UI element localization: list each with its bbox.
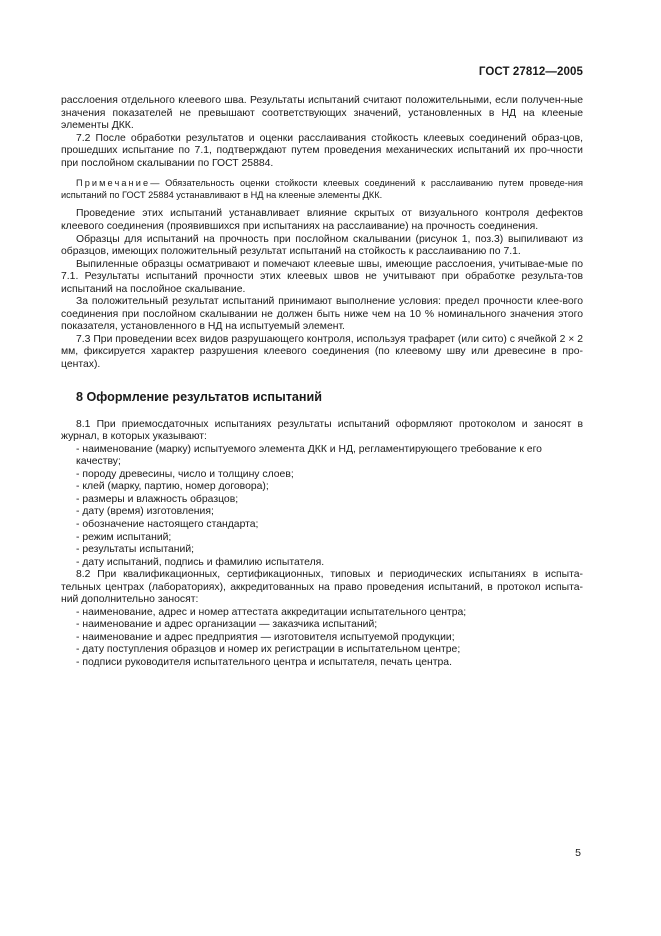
list-item: - размеры и влажность образцов; (76, 493, 239, 505)
section-heading: 8 Оформление результатов испытаний (76, 389, 322, 404)
list-protocol-items (61, 444, 583, 569)
note-text: — Обязательность оценки стойкости клеевых соединений к расслаиванию путем проведе-ния испытаний по ГОСТ 25884 устанавливают в НД на клееные элементы ДКК. (61, 178, 583, 200)
document-code: ГОСТ 27812—2005 (478, 66, 583, 78)
document-body (61, 95, 583, 670)
paragraph: Образцы для испытаний на прочность при послойном скалывании (рисунок 1, поз.3) выпиливают из образцов, имеющих положительный результат испытаний на стойкость к расслаиванию по 7.1. (61, 233, 583, 258)
paragraph-8-1: 8.1 При приемосдаточных испытаниях результаты испытаний оформляют протоколом и заносят в журнал, в которых указывают: (61, 418, 583, 443)
list-item: - режим испытаний; (76, 531, 172, 543)
list-item: - породу древесины, число и толщину слоев; (76, 468, 294, 480)
paragraph: Проведение этих испытаний устанавливает влияние скрытых от визуального контроля дефектов клеевого соединения (проявившихся при испытаниях на расслаивание) на прочность соединения. (61, 208, 583, 233)
paragraph-7-2: 7.2 После обработки результатов и оценки расслаивания стойкость клеевых соединений образ-цов, прошедших испытание по 7.1, подтверждают путем проведения механических испытаний их про-чности при послойном скалывании по ГОСТ 25884. (61, 132, 583, 169)
list-item: - клей (марку, партию, номер договора); (76, 481, 269, 493)
list-item: - наименование и адрес организации — заказчика испытаний; (76, 619, 378, 631)
paragraph: Выпиленные образцы осматривают и помечают клеевые швы, имеющие расслоения, учитывае-мые по 7.1. Результаты испытаний прочности этих клеевых швов не учитывают при обработке результа-тов испытаний на послойное скалывание. (61, 258, 583, 295)
page-number: 5 (575, 847, 581, 859)
paragraph: За положительный результат испытаний принимают выполнение условия: предел прочности клее-вого соединения при послойном скалывании не должен быть ниже чем на 10 % номинального значения этого показателя, установленного в НД на испытуемый элемент. (61, 296, 583, 333)
list-item: - дату испытаний, подпись и фамилию испытателя. (76, 556, 325, 568)
list-item: - дату (время) изготовления; (76, 506, 214, 518)
note-label: Примечание (76, 178, 151, 189)
list-item: - подписи руководителя испытательного центра и испытателя, печать центра. (76, 656, 452, 668)
list-item: - результаты испытаний; (76, 544, 195, 556)
paragraph-7-3: 7.3 При проведении всех видов разрушающего контроля, используя трафарет (или сито) с ячейкой 2 × 2 мм, фиксируется характер разрушения клеевого соединения (по клеевому шву или древесине в про-центах). (61, 333, 583, 371)
list-item: - наименование и адрес предприятия — изготовителя испытуемой продукции; (76, 631, 455, 643)
list-item: - наименование, адрес и номер аттестата аккредитации испытательного центра; (76, 606, 467, 618)
list-item: - обозначение настоящего стандарта; (76, 518, 259, 530)
list-item: - наименование (марку) испытуемого элемента ДКК и НД, регламентирующего требование к его качеству; (76, 443, 542, 468)
paragraph-8-2: 8.2 При квалификационных, сертификационных, типовых и периодических испытаниях в испыта-тельных центрах (лабораториях), аккредитованных на право проведения испытаний, в протокол испыта-ний дополнительно заносят: (61, 569, 583, 606)
paragraph: расслоения отдельного клеевого шва. Результаты испытаний считают положительными, если получен-ные значения показателей не превышают соответствующих значений, установленных в НД на клееные элементы ДКК. (61, 95, 583, 132)
note (61, 178, 583, 201)
list-additional-items (61, 607, 583, 670)
list-item: - дату поступления образцов и номер их регистрации в испытательном центре; (76, 644, 461, 656)
